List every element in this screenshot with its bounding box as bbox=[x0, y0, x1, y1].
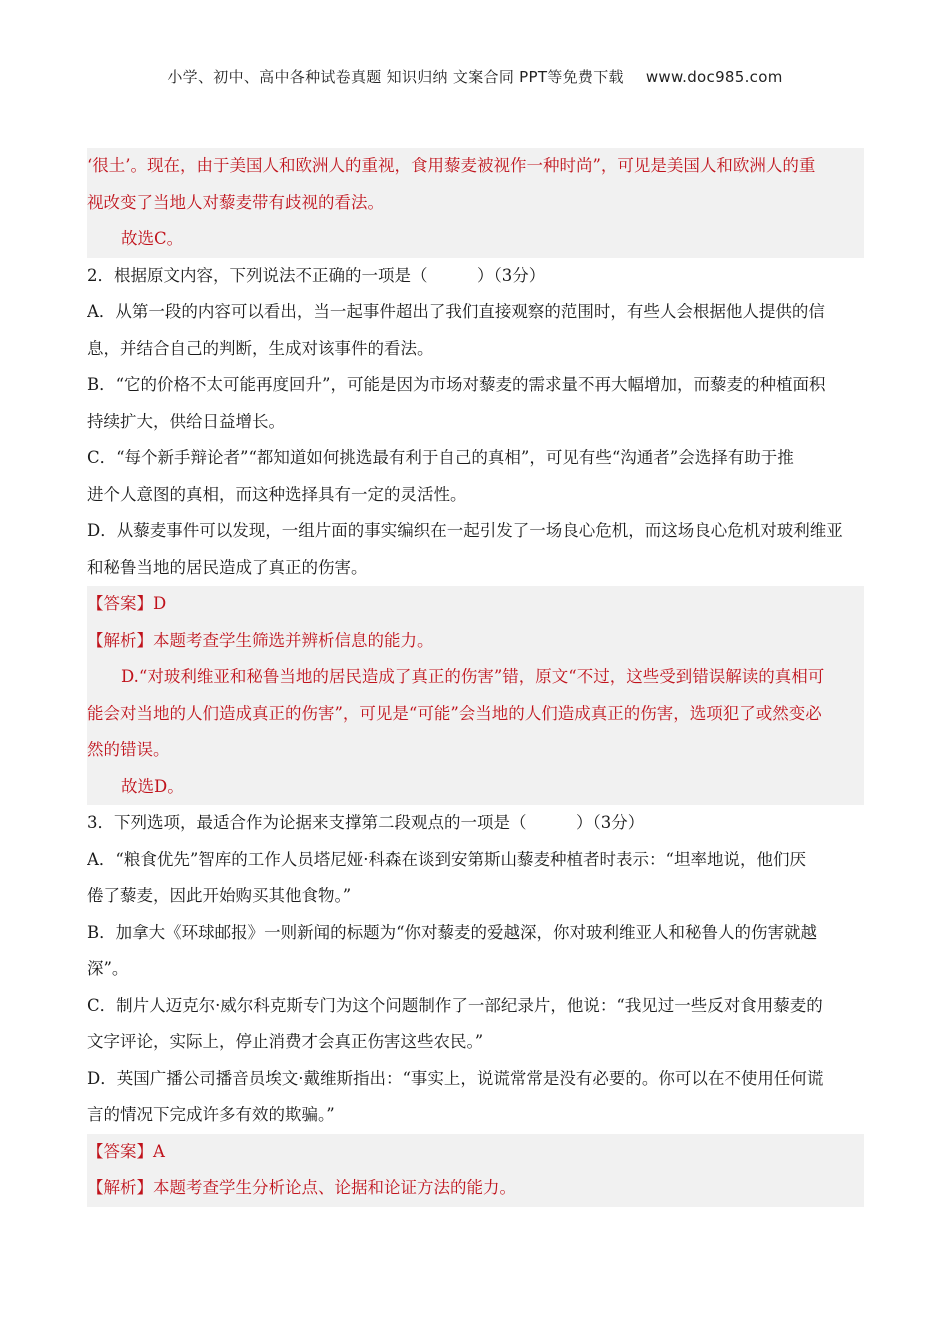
option-d: D．英国广播公司播音员埃文·戴维斯指出：“事实上，说谎常常是没有必要的。你可以在不使用任何谎 bbox=[87, 1068, 824, 1088]
header-site: www.doc985.com bbox=[645, 68, 783, 86]
question-stem: 2．根据原文内容，下列说法不正确的一项是（ ）（3分） bbox=[87, 265, 546, 285]
analysis-tag: 【解析】 bbox=[87, 630, 153, 650]
analysis-line: 视改变了当地人对藜麦带有歧视的看法。 bbox=[87, 185, 864, 222]
analysis-conclusion: 故选C。 bbox=[87, 221, 864, 258]
answer-row bbox=[87, 1134, 864, 1171]
header-text: 小学、初中、高中各种试卷真题 知识归纳 文案合同 PPT等免费下载 bbox=[167, 68, 624, 86]
analysis-line: 然的错误。 bbox=[87, 732, 864, 769]
analysis-line: D.“对玻利维亚和秘鲁当地的居民造成了真正的伤害”错，原文“不过，这些受到错误解读的真相可 bbox=[87, 659, 864, 696]
question-2 bbox=[87, 258, 864, 806]
option-d-cont: 言的情况下完成许多有效的欺骗。” bbox=[87, 1105, 335, 1124]
answer-row bbox=[87, 586, 864, 623]
option-b: B．“它的价格不太可能再度回升”，可能是因为市场对藜麦的需求量不再大幅增加，而藜麦的种植面积 bbox=[87, 375, 826, 394]
answer-tag: 【答案】 bbox=[87, 1141, 153, 1161]
option-c: C．“每个新手辩论者”“都知道如何挑选最有利于自己的真相”，可见有些“沟通者”会选择有助于推 bbox=[87, 448, 794, 467]
analysis-row bbox=[87, 1170, 864, 1207]
analysis-row bbox=[87, 623, 864, 660]
option-d-cont: 和秘鲁当地的居民造成了真正的伤害。 bbox=[87, 557, 368, 577]
option-a: A．从第一段的内容可以看出，当一起事件超出了我们直接观察的范围时，有些人会根据他人提供的信 bbox=[87, 302, 825, 321]
option-d: D．从藜麦事件可以发现，一组片面的事实编织在一起引发了一场良心危机，而这场良心危机对玻利维亚 bbox=[87, 521, 843, 540]
option-a: A．“粮食优先”智库的工作人员塔尼娅·科森在谈到安第斯山藜麦种植者时表示：“坦率地说，他们厌 bbox=[87, 849, 806, 869]
option-a-cont: 倦了藜麦，因此开始购买其他食物。” bbox=[87, 886, 352, 905]
analysis-tag: 【解析】 bbox=[87, 1178, 153, 1197]
analysis-line: ‘很土’。现在，由于美国人和欧洲人的重视，食用藜麦被视作一种时尚”，可见是美国人和欧洲人的重 bbox=[87, 148, 864, 185]
answer-tag: 【答案】 bbox=[87, 594, 153, 613]
analysis-text: 本题考查学生筛选并辨析信息的能力。 bbox=[153, 630, 434, 650]
option-b-cont: 深”。 bbox=[87, 959, 129, 978]
answer-value: A bbox=[153, 1141, 165, 1161]
answer-value: D bbox=[153, 594, 167, 613]
option-c-cont: 文字评论，实际上，停止消费才会真正伤害这些农民。” bbox=[87, 1032, 484, 1051]
option-b-cont: 持续扩大，供给日益增长。 bbox=[87, 411, 285, 431]
option-c-cont: 进个人意图的真相，而这种选择具有一定的灵活性。 bbox=[87, 484, 467, 504]
document-body bbox=[87, 148, 864, 1207]
question-3 bbox=[87, 805, 864, 1207]
continued-analysis bbox=[87, 148, 864, 258]
analysis-text: 本题考查学生分析论点、论据和论证方法的能力。 bbox=[153, 1178, 516, 1197]
page-header bbox=[0, 66, 950, 87]
analysis-conclusion: 故选D。 bbox=[87, 769, 864, 806]
analysis-line: 能会对当地的人们造成真正的伤害”，可见是“可能”会当地的人们造成真正的伤害，选项犯了或然变必 bbox=[87, 696, 864, 733]
option-b: B．加拿大《环球邮报》一则新闻的标题为“你对藜麦的爱越深，你对玻利维亚人和秘鲁人的伤害就越 bbox=[87, 922, 818, 942]
option-c: C．制片人迈克尔·威尔科克斯专门为这个问题制作了一部纪录片，他说：“我见过一些反对食用藜麦的 bbox=[87, 995, 823, 1015]
question-stem: 3．下列选项，最适合作为论据来支撑第二段观点的一项是（ ）（3分） bbox=[87, 813, 645, 832]
option-a-cont: 息，并结合自己的判断，生成对该事件的看法。 bbox=[87, 338, 434, 358]
